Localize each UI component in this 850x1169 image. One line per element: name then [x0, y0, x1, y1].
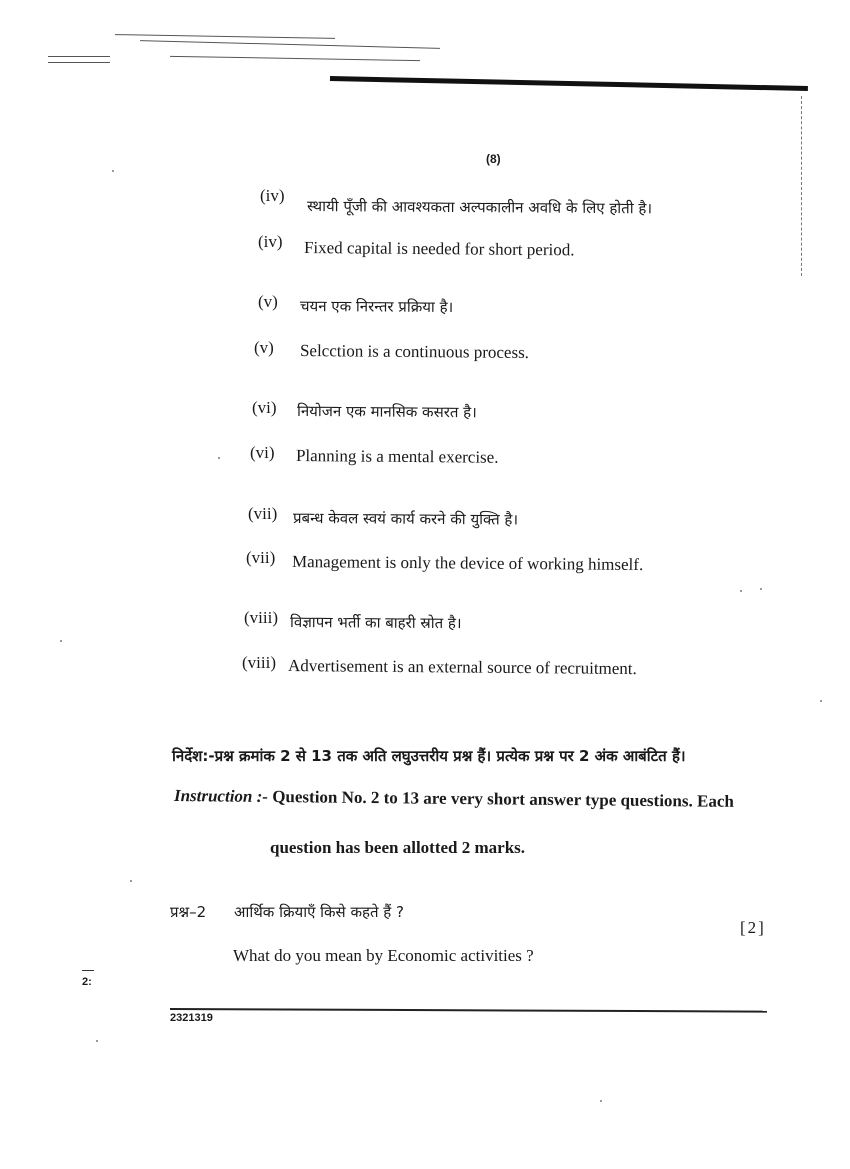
- statement-text-hindi: स्थायी पूँजी की आवश्यकता अल्पकालीन अवधि के लिए होती है।: [306, 197, 653, 218]
- scan-speck: [112, 170, 114, 172]
- scan-artifact-bar: [330, 76, 808, 91]
- statement-text-hindi: विज्ञापन भर्ती का बाहरी स्रोत है।: [289, 613, 462, 633]
- instruction-text: Question No. 2 to 13 are very short answer type questions. Each: [267, 786, 735, 811]
- scan-artifact-line: [140, 40, 440, 49]
- statement-number-english: (vii): [246, 548, 276, 567]
- statement-number-english: (viii): [242, 653, 276, 672]
- footer-rule: [170, 1008, 767, 1013]
- question-label: प्रश्न–2: [170, 903, 207, 921]
- statement-text-english: Management is only the device of working himself.: [291, 552, 644, 575]
- statement-text-hindi: नियोजन एक मानसिक कसरत है।: [296, 402, 477, 422]
- scan-speck: [820, 700, 822, 702]
- instruction-hindi: निर्देश:-प्रश्न क्रमांक 2 से 13 तक अति लघुउत्तरीय प्रश्न हैं। प्रत्येक प्रश्न पर 2 अंक आबंटित हैं।: [172, 747, 686, 765]
- page-edge-artifact: [801, 96, 802, 276]
- statement-text-hindi: प्रबन्ध केवल स्वयं कार्य करने की युक्ति है।: [292, 509, 519, 529]
- statement-number-hindi: (vii): [248, 504, 278, 523]
- question-text-english: What do you mean by Economic activities ?: [233, 946, 534, 965]
- statement-number-english: (vi): [250, 443, 275, 462]
- statement-number-english: (v): [254, 338, 274, 357]
- scan-speck: [218, 457, 220, 459]
- scan-speck: [760, 588, 762, 590]
- scan-artifact-line: [48, 62, 110, 63]
- question-marks: [2]: [740, 918, 766, 937]
- scan-speck: [600, 1100, 602, 1102]
- instruction-english-line-1: [174, 786, 734, 812]
- statement-text-english: Selcction is a continuous process.: [299, 341, 530, 362]
- statement-text-english: Advertisement is an external source of recruitment.: [287, 656, 637, 679]
- scan-artifact-line: [48, 56, 110, 57]
- page-number: (8): [486, 152, 501, 166]
- statement-number-hindi: (vi): [252, 398, 277, 417]
- scan-artifact-line: [115, 34, 335, 39]
- scan-artifact-line: [170, 56, 420, 61]
- margin-dash: [82, 970, 94, 971]
- question-text-hindi: आर्थिक क्रियाएँ किसे कहते हैं ?: [234, 903, 404, 921]
- margin-mark: 2:: [82, 976, 92, 988]
- scan-speck: [130, 880, 132, 882]
- instruction-english-line-2: question has been allotted 2 marks.: [270, 838, 526, 857]
- statement-number-hindi: (iv): [260, 186, 285, 205]
- footer-code: 2321319: [170, 1012, 213, 1024]
- statement-text-hindi: चयन एक निरन्तर प्रक्रिया है।: [299, 297, 454, 317]
- scan-speck: [96, 1040, 98, 1042]
- statement-text-english: Fixed capital is needed for short period.: [303, 238, 575, 260]
- statement-number-english: (iv): [258, 232, 283, 251]
- instruction-label: Instruction :-: [173, 786, 269, 806]
- scan-speck: [60, 640, 62, 642]
- statement-number-hindi: (v): [258, 292, 278, 311]
- statement-text-english: Planning is a mental exercise.: [295, 446, 499, 467]
- scan-speck: [740, 590, 742, 592]
- statement-number-hindi: (viii): [244, 608, 278, 627]
